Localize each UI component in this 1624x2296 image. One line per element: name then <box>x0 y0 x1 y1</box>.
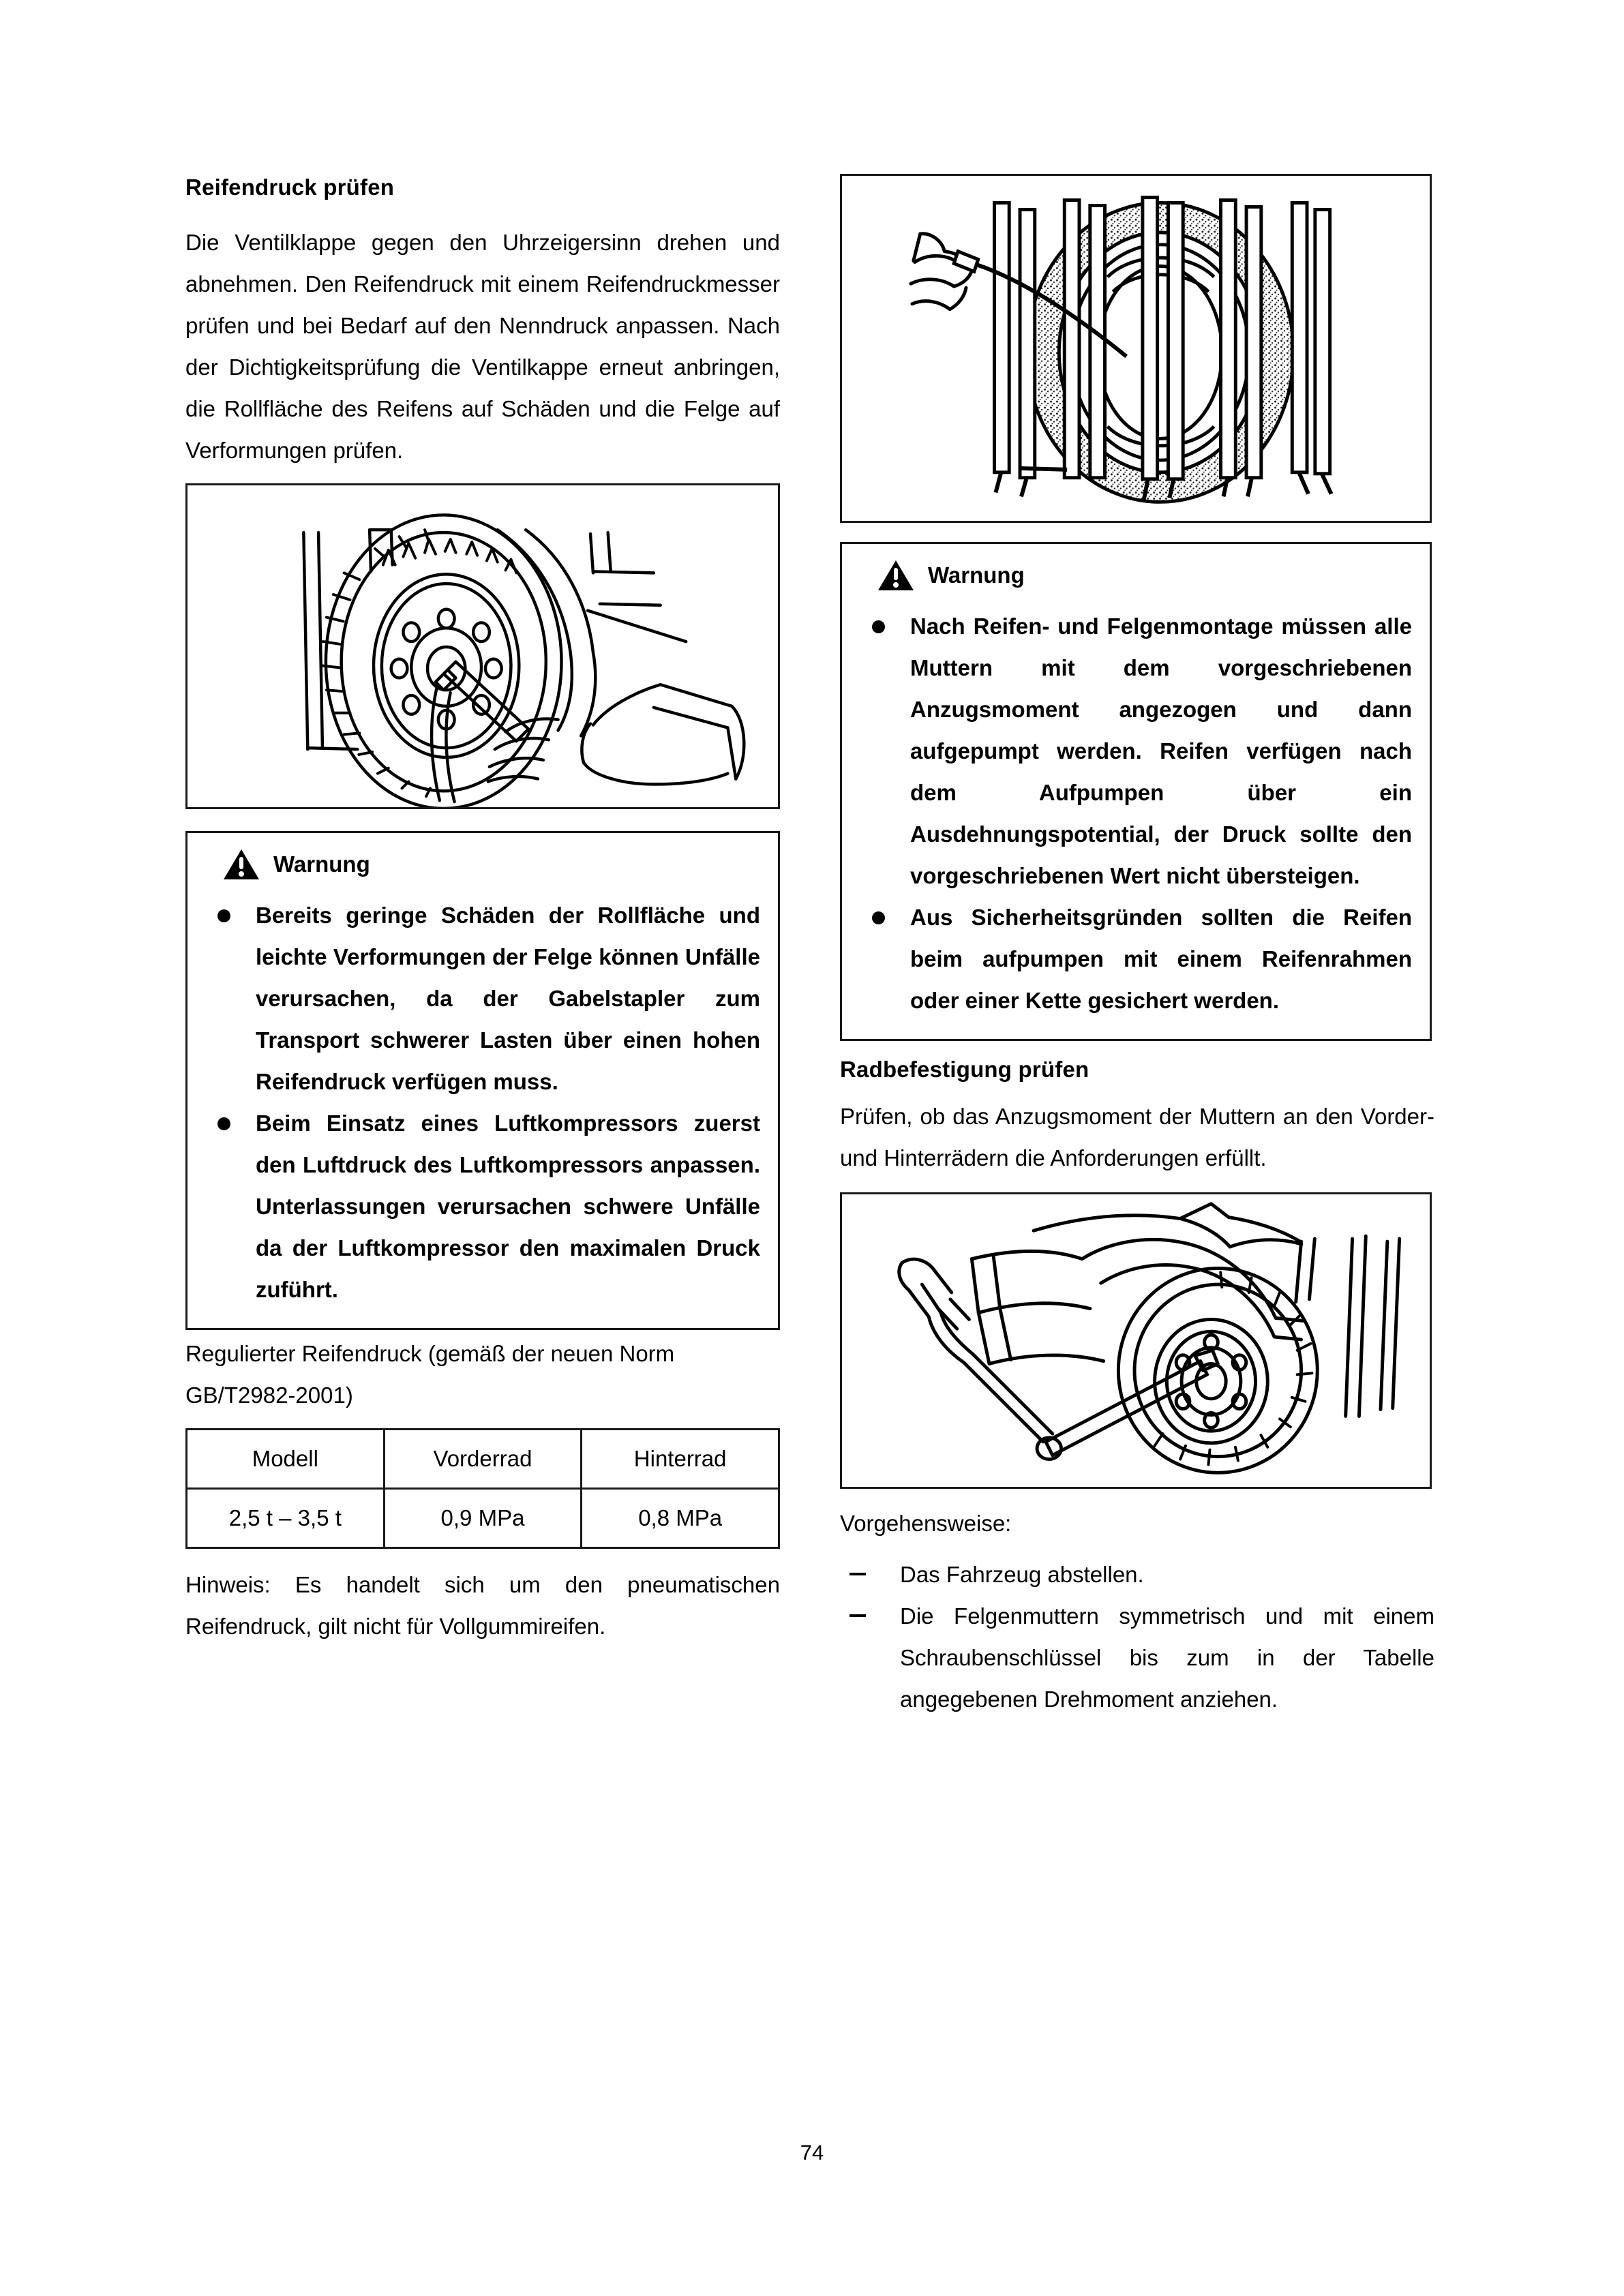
table-header-row <box>187 1429 779 1488</box>
warning-bullet-list <box>205 894 760 1310</box>
list-item <box>840 1595 1434 1720</box>
table-header-cell: Modell <box>187 1429 385 1488</box>
table-cell: 0,8 MPa <box>582 1488 779 1547</box>
warning-header <box>860 559 1412 592</box>
bullet-dot-icon <box>872 620 885 633</box>
warning-triangle-icon <box>877 559 914 592</box>
note-text: Hinweis: Es handelt sich um den pneumatischen Reifendruck, gilt nicht für Vollgummireifen. <box>185 1571 780 1639</box>
wheel-fastening-heading: Radbefestigung prüfen <box>840 1057 1089 1082</box>
table-cell: 2,5 t – 3,5 t <box>187 1488 385 1547</box>
tire-pressure-gauge-illustration <box>187 485 778 807</box>
warning-title: Warnung <box>928 562 1025 588</box>
warning-box-tire <box>185 831 780 1330</box>
list-item <box>840 1554 1434 1595</box>
page-title: Reifendruck prüfen <box>185 175 395 200</box>
wheel-nut-torque-wrench-illustration <box>842 1194 1430 1487</box>
warning-bullet <box>205 894 760 1102</box>
dash-bullet-icon <box>849 1573 866 1575</box>
tire-pressure-table <box>185 1428 780 1549</box>
warning-header <box>205 848 760 881</box>
table-header-cell: Hinterrad <box>582 1429 779 1488</box>
right-column <box>840 174 1434 1720</box>
procedure-step-list <box>840 1554 1434 1720</box>
warning-bullet <box>860 896 1412 1021</box>
warning-triangle-icon <box>223 848 260 881</box>
procedure-step-text: Die Felgenmuttern symmetrisch und mit einem Schraubenschlüssel bis zum in der Tabelle angegebenen Drehmoment anziehen. <box>900 1603 1434 1712</box>
warning-bullet-list <box>860 605 1412 1021</box>
page-number: 74 <box>800 2141 824 2164</box>
warning-bullet-text: Beim Einsatz eines Luftkompressors zuerst den Luftdruck des Luftkompressors anpassen. Unterlassungen verursachen schwere Unfälle da der Luftkompressor den maximalen Druck zuführt. <box>256 1110 760 1302</box>
wheel-fastening-paragraph: Prüfen, ob das Anzugsmoment der Muttern an den Vorder- und Hinterrädern die Anforderungen erfüllt. <box>840 1103 1434 1170</box>
warning-bullet <box>205 1102 760 1310</box>
table-header-cell: Vorderrad <box>384 1429 582 1488</box>
dash-bullet-icon <box>849 1614 866 1617</box>
warning-title: Warnung <box>273 851 370 877</box>
table-row <box>187 1488 779 1547</box>
warning-bullet-text: Bereits geringe Schäden der Rollfläche und leichte Verformungen der Felge können Unfälle verursachen, da der Gabelstapler zum Transport schwerer Lasten über einen hohen Reifendruck verfügen muss. <box>256 902 760 1094</box>
intro-paragraph: Die Ventilklappe gegen den Uhrzeigersinn drehen und abnehmen. Den Reifendruck mit einem Reifendruckmesser prüfen und bei Bedarf auf den Nenndruck anpassen. Nach der Dichtigkeitsprüfung die Ventilkappe erneut anbringen, die Rollfläche des Reifens auf Schäden und die Felge auf Verformungen prüfen. <box>185 229 780 463</box>
warning-bullet <box>860 605 1412 896</box>
bullet-dot-icon <box>217 909 230 922</box>
bullet-dot-icon <box>872 911 885 924</box>
table-intro-text: Regulierter Reifendruck (gemäß der neuen Norm GB/T2982-2001) <box>185 1340 675 1408</box>
tire-inflation-cage-figure <box>840 174 1432 523</box>
warning-bullet-text: Aus Sicherheitsgründen sollten die Reifen beim aufpumpen mit einem Reifenrahmen oder einer Kette gesichert werden. <box>910 905 1412 1013</box>
warning-bullet-text: Nach Reifen- und Felgenmontage müssen alle Muttern mit dem vorgeschriebenen Anzugsmoment angezogen und dann aufgepumpt werden. Reifen verfügen nach dem Aufpumpen über ein Ausdehnungspotential, der Druck sollte den vorgeschriebenen Wert nicht übersteigen. <box>910 614 1412 888</box>
tire-inflation-cage-illustration <box>842 176 1430 521</box>
procedure-step-text: Das Fahrzeug abstellen. <box>900 1561 1144 1587</box>
wheel-nut-torque-wrench-figure <box>840 1192 1432 1489</box>
table-cell: 0,9 MPa <box>384 1488 582 1547</box>
procedure-label: Vorgehensweise: <box>840 1510 1012 1536</box>
warning-box-wheel <box>840 542 1432 1041</box>
left-column <box>185 174 780 1647</box>
bullet-dot-icon <box>217 1117 230 1130</box>
tire-pressure-gauge-figure <box>185 483 780 809</box>
